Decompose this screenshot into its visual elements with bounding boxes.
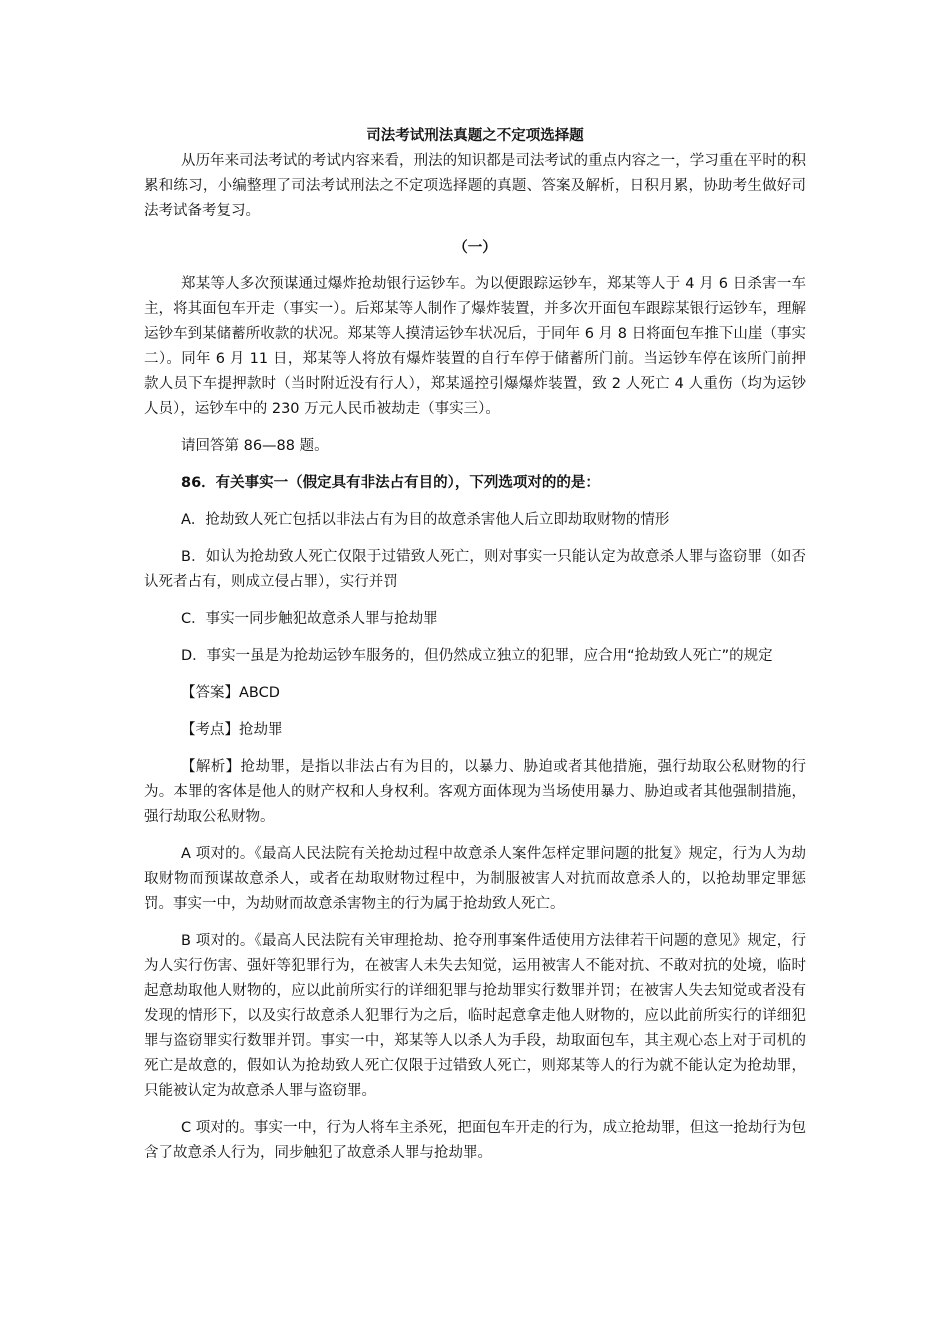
document-page: [144, 124, 806, 1166]
option-d: D．事实一虽是为抢劫运钞车服务的，但仍然成立独立的犯罪，应合用“抢劫致人死亡”的规定: [181, 648, 773, 664]
explanation-a: A 项对的。《最高人民法院有关抢劫过程中故意杀人案件怎样定罪问题的批复》规定，行为人为劫取财物而预谋故意杀人，或者在劫取财物过程中，为制服被害人对抗而故意杀人的，以抢劫罪定罪惩罚。事实一中，为劫财而故意杀害物主的行为属于抢劫致人死亡。: [144, 846, 806, 912]
answer-line: 【答案】ABCD: [181, 685, 280, 701]
explanation-c: C 项对的。事实一中，行为人将车主杀死，把面包车开走的行为，成立抢劫罪，但这一抢劫行为包含了故意杀人行为，同步触犯了故意杀人罪与抢劫罪。: [144, 1120, 806, 1161]
option-a: A．抢劫致人死亡包括以非法占有为目的故意杀害他人后立即劫取财物的情形: [181, 512, 670, 528]
question-86: 86．有关事实一（假定具有非法占有目的），下列选项对的的是：: [181, 475, 600, 491]
option-b: B．如认为抢劫致人死亡仅限于过错致人死亡，则对事实一只能认定为故意杀人罪与盗窃罪（如否认死者占有，则成立侵占罪），实行并罚: [144, 549, 806, 590]
key-point-line: 【考点】抢劫罪: [181, 722, 283, 738]
option-c: C．事实一同步触犯故意杀人罪与抢劫罪: [181, 611, 438, 627]
instruction-text: 请回答第 86—88 题。: [181, 438, 329, 454]
explanation-b: B 项对的。《最高人民法院有关审理抢劫、抢夺刑事案件适使用方法律若干问题的意见》规定，行为人实行伤害、强奸等犯罪行为，在被害人未失去知觉，运用被害人不能对抗、不敢对抗的处境，临时起意劫取他人财物的，应以此前所实行的详细犯罪与抢劫罪实行数罪并罚；在被害人失去知觉或者没有发现的情形下，以及实行故意杀人犯罪行为之后，临时起意拿走他人财物的，应以此前所实行的详细犯罪与盗窃罪实行数罪并罚。事实一中，郑某等人以杀人为手段，劫取面包车，其主观心态上对于司机的死亡是故意的，假如认为抢劫致人死亡仅限于过错致人死亡，则郑某等人的行为就不能认定为抢劫罪，只能被认定为故意杀人罪与盗窃罪。: [144, 933, 806, 1099]
analysis-paragraph: 【解析】抢劫罪，是指以非法占有为目的，以暴力、胁迫或者其他措施，强行劫取公私财物的行为。本罪的客体是他人的财产权和人身权利。客观方面体现为当场使用暴力、胁迫或者其他强制措施，强行劫取公私财物。: [144, 759, 806, 825]
document-title: 司法考试刑法真题之不定项选择题: [366, 128, 584, 144]
section-label: （一）: [453, 240, 497, 256]
case-paragraph: 郑某等人多次预谋通过爆炸抢劫银行运钞车。为以便跟踪运钞车，郑某等人于 4 月 6 日杀害一车主，将其面包车开走（事实一）。后郑某等人制作了爆炸装置，并多次开面包车跟踪某银行运钞车，理解运钞车到某储蓄所收款的状况。郑某等人摸清运钞车状况后，于同年 6 月 8 日将面包车推下山崖（事实二）。同年 6 月 11 日，郑某等人将放有爆炸装置的自行车停于储蓄所门前。当运钞车停在该所门前押款人员下车提押款时（当时附近没有行人），郑某遥控引爆爆炸装置，致 2 人死亡 4 人重伤（均为运钞人员），运钞车中的 230 万元人民币被劫走（事实三）。: [144, 276, 806, 417]
intro-paragraph: 从历年来司法考试的考试内容来看，刑法的知识都是司法考试的重点内容之一，学习重在平时的积累和练习，小编整理了司法考试刑法之不定项选择题的真题、答案及解析，日积月累，协助考生做好司法考试备考复习。: [144, 153, 806, 219]
